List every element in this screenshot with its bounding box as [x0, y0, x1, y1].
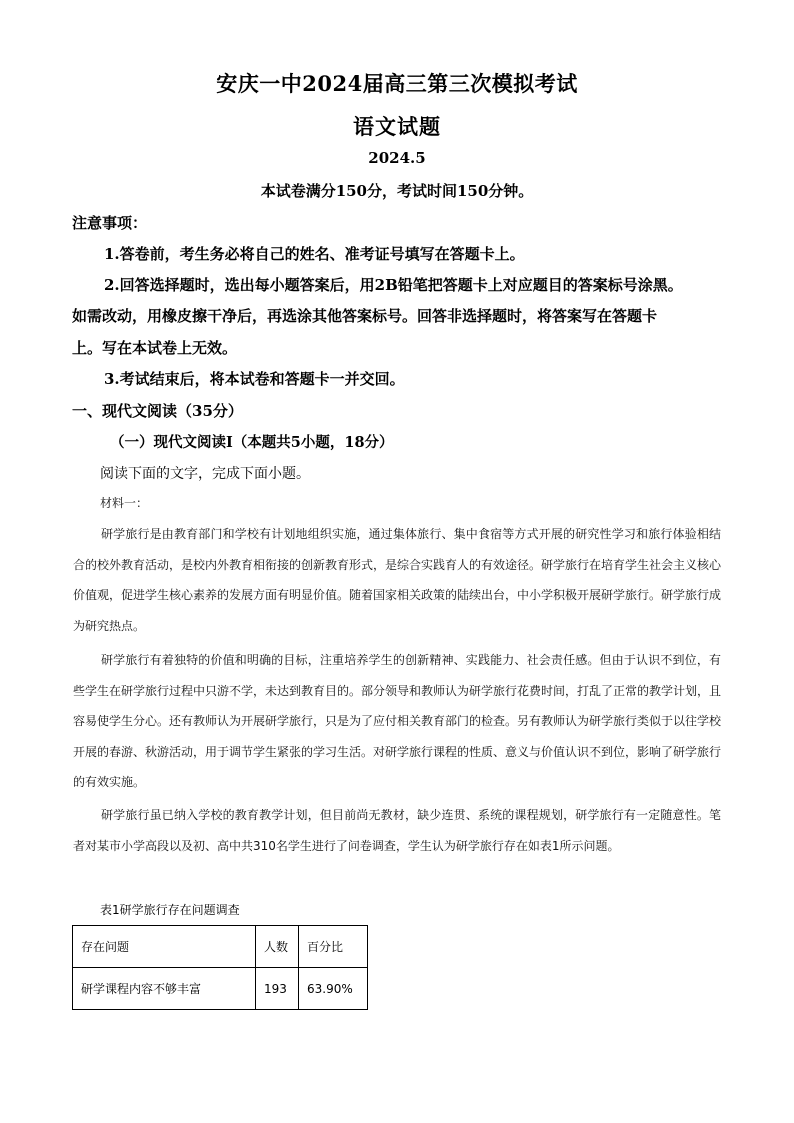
notice-item-3: 3.考试结束后，将本试卷和答题卡一并交回。 — [104, 370, 405, 388]
table-cell: 研学课程内容不够丰富 — [73, 968, 256, 1010]
notice-heading: 注意事项： — [72, 214, 148, 232]
table-cell: 63.90% — [299, 968, 368, 1010]
paragraph-2: 研学旅行有着独特的价值和明确的目标，注重培养学生的创新精神、实践能力、社会责任感。但由于认识不到位，有些学生在研学旅行过程中只游不学，未达到教育目的。部分领导和教师认为研学旅行花费时间，打乱了正常的教学计划，且容易使学生分心。还有教师认为开展研学旅行，只是为了应付相关教育部门的检查。另有教师认为研学旅行类似于以往学校开展的春游、秋游活动，用于调节学生紧张的学习生活。对研学旅行课程的性质、意义与价值认识不到位，影响了研学旅行的有效实施。 — [73, 653, 722, 789]
table-caption: 表1研学旅行存在问题调查 — [100, 903, 240, 917]
table-header-cell: 存在问题 — [73, 926, 256, 968]
table-row — [73, 968, 368, 1010]
notice-item-2-line-1: 2.回答选择题时，选出每小题答案后，用2B铅笔把答题卡上对应题目的答案标号涂黑。 — [104, 276, 683, 294]
paragraph-1: 研学旅行是由教育部门和学校有计划地组织实施，通过集体旅行、集中食宿等方式开展的研究性学习和旅行体验相结合的校外教育活动，是校内外教育相衔接的创新教育形式，是综合实践育人的有效途径。研学旅行在培育学生社会主义核心价值观，促进学生核心素养的发展方面有明显价值。随着国家相关政策的陆续出台，中小学积极开展研学旅行。研学旅行成为研究热点。 — [73, 527, 722, 633]
reading-instruction: 阅读下面的文字，完成下面小题。 — [100, 466, 310, 482]
exam-date: 2024.5 — [368, 149, 426, 167]
subject-title: 语文试题 — [353, 114, 441, 139]
exam-title: 安庆一中2024届高三第三次模拟考试 — [216, 71, 578, 96]
table-header-row — [73, 926, 368, 968]
notice-item-2-line-3: 上。写在本试卷上无效。 — [72, 339, 238, 357]
section-heading: 一、现代文阅读（35分） — [72, 402, 243, 420]
score-time-line: 本试卷满分150分，考试时间150分钟。 — [260, 182, 534, 200]
paragraph-3: 研学旅行虽已纳入学校的教育教学计划，但目前尚无教材，缺少连贯、系统的课程规划，研学旅行有一定随意性。笔者对某市小学高段以及初、高中共310名学生进行了问卷调查，学生认为研学旅行存在如表1所示问题。 — [73, 808, 721, 853]
survey-table — [72, 925, 368, 1010]
notice-item-2-line-2: 如需改动，用橡皮擦干净后，再选涂其他答案标号。回答非选择题时，将答案写在答题卡 — [72, 307, 658, 325]
table-header-cell: 人数 — [256, 926, 299, 968]
table-cell: 193 — [256, 968, 299, 1010]
notice-item-1: 1.答卷前，考生务必将自己的姓名、准考证号填写在答题卡上。 — [104, 245, 525, 263]
subsection-heading: （一）现代文阅读Ⅰ（本题共5小题，18分） — [110, 434, 394, 451]
table-header-cell: 百分比 — [299, 926, 368, 968]
material-label: 材料一： — [100, 496, 149, 510]
